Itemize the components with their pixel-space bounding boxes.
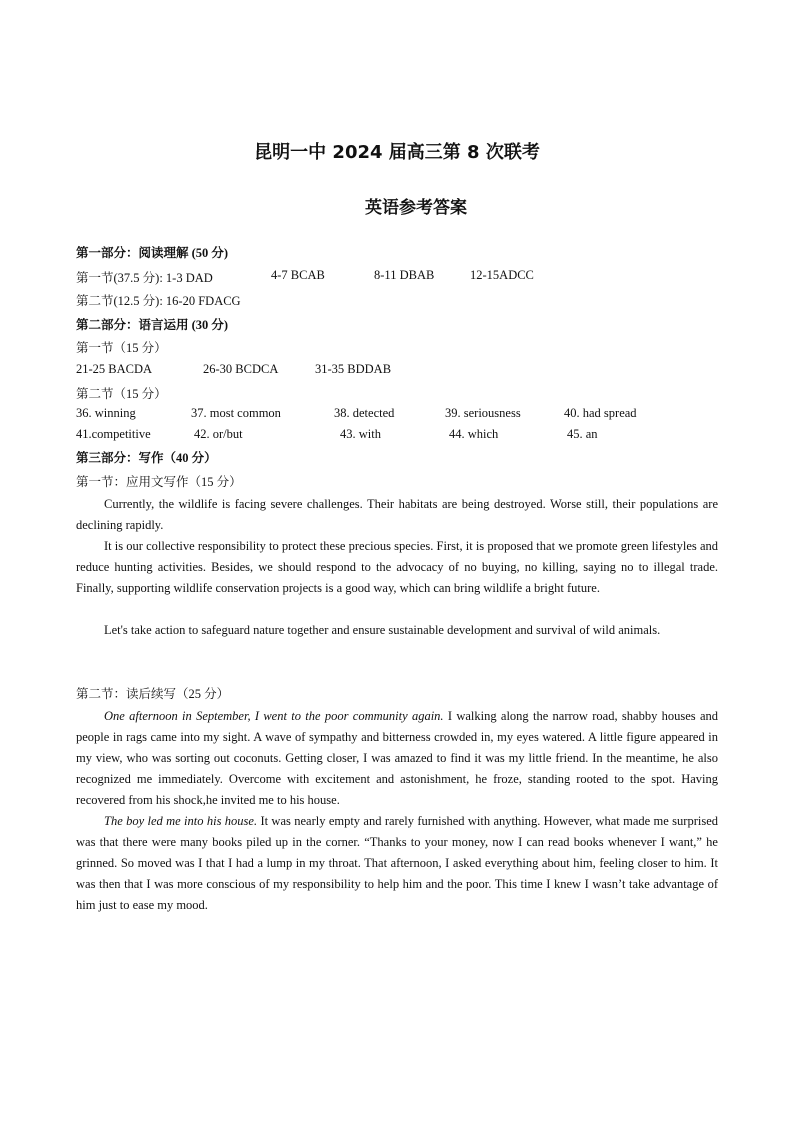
essay2-paragraph-1 [76,706,718,811]
part3-sec2-label: 第二节：读后续写（25 分） [76,687,230,701]
part2-sec1-answer-3: 31-35 BDDAB [315,362,392,376]
page-title: 昆明一中 2024 届高三第 8 次联考 [254,142,540,163]
part2-sec1-answer-1: 21-25 BACDA [76,362,153,376]
essay2-paragraph-2 [76,811,718,916]
page-subtitle: 英语参考答案 [365,198,467,218]
answer-44: 44. which [449,427,499,441]
answer-40: 40. had spread [564,406,637,420]
part1-sec1-answer-4: 12-15ADCC [470,268,534,282]
answer-39: 39. seriousness [445,406,521,420]
part3-sec1-label: 第一节：应用文写作（15 分） [76,475,242,489]
essay2-paragraph-2-lead: The boy led me into his house. [104,814,258,828]
answer-42: 42. or/but [194,427,243,441]
essay2-paragraph-1-lead: One afternoon in September, I went to the poor community again. [104,709,444,723]
answer-45: 45. an [567,427,598,441]
essay2-paragraph-2-body: It was nearly empty and rarely furnished with anything. However, what made me surprised was that there were many books piled up in the corner. “Thanks to your money, now I can read books whenever I want,” he grinned. So moved was I that I had a lump in my throat. That afternoon, I asked everything about him, feeling closer to him. It was then that I was more conscious of my responsibility to help him and the poor. This time I knew I wasn’t take advantage of him just to ease my mood. [76,814,718,912]
part1-heading: 第一部分：阅读理解 (50 分) [76,246,229,260]
part2-heading: 第二部分：语言运用 (30 分) [76,318,229,332]
answer-37: 37. most common [191,406,281,420]
part1-sec1-label: 第一节(37.5 分): 1-3 DAD [76,271,213,285]
part2-sec2-label: 第二节（15 分） [76,387,167,401]
part1-sec1-answer-3: 8-11 DBAB [374,268,435,282]
answer-36: 36. winning [76,406,136,420]
essay2-paragraph-1-body: I walking along the narrow road, shabby houses and people in rags came into my sight. A wave of sympathy and bitterness crowded in, my eyes watered. A little figure appeared in my view, who was sorting out coconuts. Getting closer, I was amazed to find it was my little friend. In the meantime, he also recognized me immediately. Overcome with excitement and astonishment, he froze, standing rooted to the spot. Having recovered from his shock,he invited me to his house. [76,709,718,807]
part1-sec2-label: 第二节(12.5 分): 16-20 FDACG [76,294,241,308]
answer-43: 43. with [340,427,381,441]
answer-38: 38. detected [334,406,395,420]
essay1-paragraph-2: It is our collective responsibility to protect these precious species. First, it is proposed that we promote green lifestyles and reduce hunting activities. Besides, we should respond to the advocacy of no buying, no killing, saying no to illegal trade. Finally, supporting wildlife conservation projects is a good way, which can bring wildlife a bright future. [76,539,718,595]
essay1-paragraph-3: Let's take action to safeguard nature together and ensure sustainable development and survival of wild animals. [104,623,661,637]
essay1-paragraph-1: Currently, the wildlife is facing severe challenges. Their habitats are being destroyed. Worse still, their populations are declining rapidly. [76,497,718,532]
answer-41: 41.competitive [76,427,151,441]
part1-sec1-answer-2: 4-7 BCAB [271,268,325,282]
part3-heading: 第三部分：写作（40 分） [76,451,217,465]
part2-sec1-answer-2: 26-30 BCDCA [203,362,279,376]
part2-sec1-label: 第一节（15 分） [76,341,167,355]
